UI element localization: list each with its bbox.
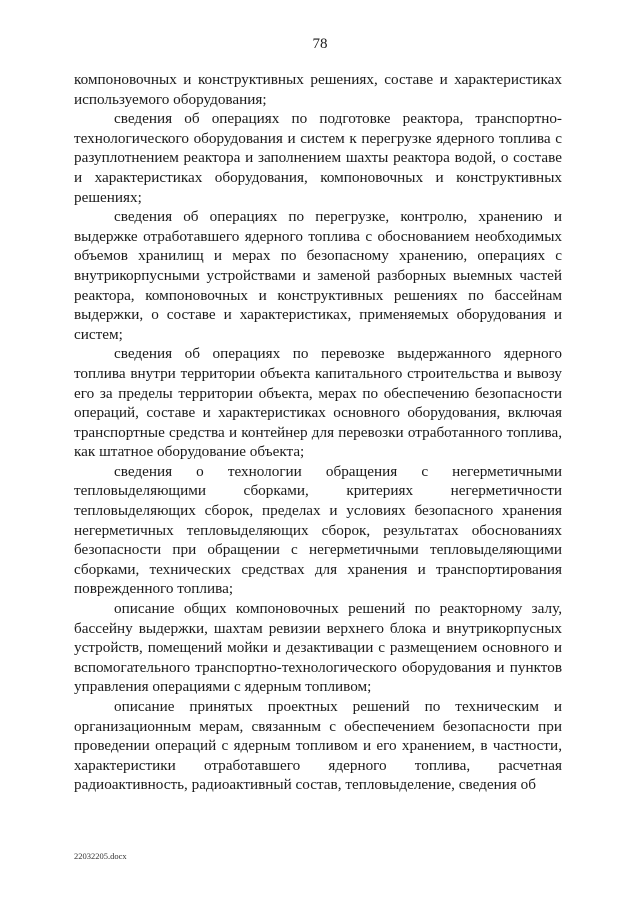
document-filename-footer: 22032205.docx	[74, 851, 127, 861]
page-number: 78	[312, 36, 328, 52]
document-body	[74, 70, 562, 795]
paragraph: сведения об операциях по перегрузке, контролю, хранению и выдержке отработавшего ядерного топлива с обоснованием необходимых объемов хранилищ и мерах по безопасному хранению, операциях с внутрикорпусными устройствами и заменой разборных выемных частей реактора, компоновочных и конструктивных решениях по бассейнам выдержки, о составе и характеристиках, применяемых оборудования и систем;	[74, 208, 562, 343]
paragraph: компоновочных и конструктивных решениях, составе и характеристиках используемого оборудования;	[74, 71, 562, 108]
paragraph: сведения об операциях по подготовке реактора, транспортно-технологического оборудования и систем к перегрузке ядерного топлива с разуплотнением реактора и заполнением шахты реактора водой, о составе и характеристиках оборудования, компоновочных и конструктивных решениях;	[74, 110, 562, 206]
paragraph: сведения об операциях по перевозке выдержанного ядерного топлива внутри территории объекта капитального строительства и вывозу его за пределы территории объекта, мерах по обеспечению безопасности операций, составе и характеристиках основного оборудования, включая транспортные средства и контейнер для перевозки отработанного топлива, как штатное оборудование объекта;	[74, 345, 562, 461]
paragraph: сведения о технологии обращения с негерметичными тепловыделяющими сборками, критериях негерметичности тепловыделяющих сборок, пределах и условиях безопасного хранения негерметичных тепловыделяющих сборок, результатах обоснованиях безопасности при обращении с негерметичными тепловыделяющими сборками, технических средствах для хранения и транспортирования поврежденного топлива;	[74, 462, 562, 598]
paragraph: описание принятых проектных решений по техническим и организационным мерам, связанным с обеспечением безопасности при проведении операций с ядерным топливом и его хранением, в частности, характеристики отработавшего ядерного топлива, расчетная радиоактивность, радиоактивный состав, тепловыделение, сведения об	[74, 698, 562, 794]
paragraph: описание общих компоновочных решений по реакторному залу, бассейну выдержки, шахтам ревизии верхнего блока и внутрикорпусных устройств, помещений мойки и дезактивации с размещением основного и вспомогательного транспортно-технологического оборудования и пунктов управления операциями с ядерным топливом;	[74, 600, 562, 696]
